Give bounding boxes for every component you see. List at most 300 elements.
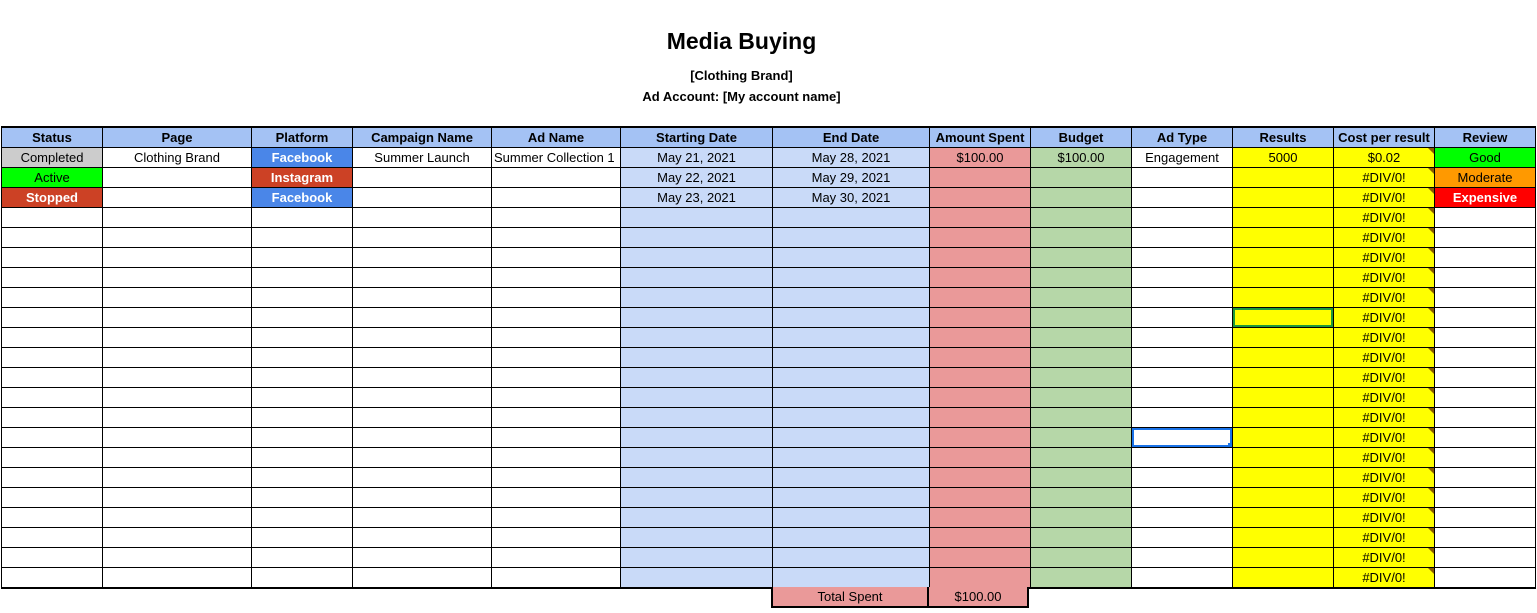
results-cell[interactable] [1233,208,1334,228]
end-date-cell[interactable] [773,448,930,468]
cost-per-result-cell[interactable]: #DIV/0! [1334,308,1435,328]
end-date-cell[interactable] [773,388,930,408]
status-cell[interactable] [2,488,103,508]
amount-spent-cell[interactable] [930,168,1031,188]
ad-name-cell[interactable] [492,188,621,208]
page-cell[interactable] [103,308,252,328]
cost-per-result-cell[interactable]: #DIV/0! [1334,488,1435,508]
total-spent-label[interactable]: Total Spent [771,587,929,608]
results-cell[interactable] [1233,468,1334,488]
budget-cell[interactable] [1031,488,1132,508]
results-cell[interactable] [1233,328,1334,348]
cost-per-result-cell[interactable]: #DIV/0! [1334,328,1435,348]
header-starting-date[interactable]: Starting Date [621,127,773,148]
ad-name-cell[interactable] [492,328,621,348]
results-cell[interactable] [1233,228,1334,248]
end-date-cell[interactable] [773,308,930,328]
start-date-cell[interactable] [621,388,773,408]
ad-name-cell[interactable] [492,248,621,268]
end-date-cell[interactable] [773,268,930,288]
results-cell[interactable] [1233,528,1334,548]
campaign-cell[interactable] [353,208,492,228]
campaign-cell[interactable] [353,368,492,388]
ad-name-cell[interactable] [492,368,621,388]
results-cell[interactable] [1233,488,1334,508]
budget-cell[interactable] [1031,408,1132,428]
amount-spent-cell[interactable] [930,228,1031,248]
header-amount-spent[interactable]: Amount Spent [930,127,1031,148]
ad-type-cell[interactable] [1132,548,1233,568]
ad-type-cell[interactable] [1132,428,1233,448]
campaign-cell[interactable] [353,188,492,208]
header-ad-type[interactable]: Ad Type [1132,127,1233,148]
results-cell[interactable] [1233,388,1334,408]
review-cell[interactable] [1435,508,1536,528]
review-cell[interactable] [1435,548,1536,568]
cost-per-result-cell[interactable]: #DIV/0! [1334,188,1435,208]
ad-name-cell[interactable] [492,548,621,568]
start-date-cell[interactable] [621,308,773,328]
page-cell[interactable] [103,508,252,528]
cost-per-result-cell[interactable]: #DIV/0! [1334,468,1435,488]
campaign-cell[interactable] [353,548,492,568]
start-date-cell[interactable] [621,328,773,348]
amount-spent-cell[interactable] [930,388,1031,408]
ad-type-cell[interactable] [1132,188,1233,208]
status-cell[interactable] [2,388,103,408]
end-date-cell[interactable] [773,228,930,248]
page-cell[interactable] [103,408,252,428]
page-cell[interactable] [103,348,252,368]
amount-spent-cell[interactable] [930,348,1031,368]
end-date-cell[interactable] [773,348,930,368]
cost-per-result-cell[interactable]: #DIV/0! [1334,228,1435,248]
budget-cell[interactable] [1031,528,1132,548]
cost-per-result-cell[interactable]: #DIV/0! [1334,368,1435,388]
end-date-cell[interactable] [773,568,930,589]
status-cell[interactable]: Stopped [2,188,103,208]
ad-type-cell[interactable] [1132,408,1233,428]
cost-per-result-cell[interactable]: #DIV/0! [1334,268,1435,288]
budget-cell[interactable] [1031,288,1132,308]
ad-name-cell[interactable] [492,288,621,308]
platform-cell[interactable] [252,268,353,288]
ad-type-cell[interactable] [1132,248,1233,268]
platform-cell[interactable] [252,408,353,428]
status-cell[interactable] [2,548,103,568]
page-cell[interactable]: Clothing Brand [103,148,252,168]
review-cell[interactable] [1435,228,1536,248]
budget-cell[interactable] [1031,248,1132,268]
ad-type-cell[interactable] [1132,328,1233,348]
campaign-cell[interactable] [353,448,492,468]
cost-per-result-cell[interactable]: #DIV/0! [1334,288,1435,308]
ad-type-cell[interactable] [1132,488,1233,508]
review-cell[interactable] [1435,488,1536,508]
amount-spent-cell[interactable] [930,188,1031,208]
results-cell[interactable]: 5000 [1233,148,1334,168]
campaign-cell[interactable] [353,248,492,268]
start-date-cell[interactable] [621,408,773,428]
end-date-cell[interactable] [773,508,930,528]
end-date-cell[interactable] [773,528,930,548]
page-cell[interactable] [103,268,252,288]
cost-per-result-cell[interactable]: #DIV/0! [1334,408,1435,428]
campaign-cell[interactable] [353,288,492,308]
amount-spent-cell[interactable]: $100.00 [930,148,1031,168]
status-cell[interactable] [2,248,103,268]
platform-cell[interactable] [252,528,353,548]
header-budget[interactable]: Budget [1031,127,1132,148]
budget-cell[interactable] [1031,308,1132,328]
header-status[interactable]: Status [2,127,103,148]
start-date-cell[interactable] [621,208,773,228]
start-date-cell[interactable] [621,528,773,548]
ad-name-cell[interactable] [492,468,621,488]
review-cell[interactable] [1435,468,1536,488]
review-cell[interactable] [1435,208,1536,228]
amount-spent-cell[interactable] [930,368,1031,388]
budget-cell[interactable] [1031,228,1132,248]
campaign-cell[interactable] [353,328,492,348]
cost-per-result-cell[interactable]: #DIV/0! [1334,428,1435,448]
platform-cell[interactable] [252,288,353,308]
end-date-cell[interactable] [773,408,930,428]
cost-per-result-cell[interactable]: #DIV/0! [1334,548,1435,568]
results-cell[interactable] [1233,248,1334,268]
campaign-cell[interactable] [353,528,492,548]
end-date-cell[interactable] [773,488,930,508]
results-cell[interactable] [1233,168,1334,188]
amount-spent-cell[interactable] [930,248,1031,268]
status-cell[interactable] [2,448,103,468]
amount-spent-cell[interactable] [930,568,1031,589]
cost-per-result-cell[interactable]: #DIV/0! [1334,168,1435,188]
cost-per-result-cell[interactable]: #DIV/0! [1334,348,1435,368]
results-cell[interactable] [1233,188,1334,208]
ad-type-cell[interactable] [1132,468,1233,488]
ad-name-cell[interactable] [492,428,621,448]
header-review[interactable]: Review [1435,127,1536,148]
end-date-cell[interactable] [773,468,930,488]
header-cost-per-result[interactable]: Cost per result [1334,127,1435,148]
amount-spent-cell[interactable] [930,508,1031,528]
cost-per-result-cell[interactable]: #DIV/0! [1334,208,1435,228]
header-end-date[interactable]: End Date [773,127,930,148]
results-cell[interactable] [1233,448,1334,468]
review-cell[interactable] [1435,448,1536,468]
budget-cell[interactable] [1031,328,1132,348]
page-cell[interactable] [103,388,252,408]
start-date-cell[interactable]: May 22, 2021 [621,168,773,188]
platform-cell[interactable] [252,508,353,528]
ad-type-cell[interactable] [1132,448,1233,468]
campaign-cell[interactable] [353,408,492,428]
ad-type-cell[interactable] [1132,268,1233,288]
review-cell[interactable] [1435,348,1536,368]
platform-cell[interactable] [252,348,353,368]
review-cell[interactable]: Expensive [1435,188,1536,208]
review-cell[interactable]: Good [1435,148,1536,168]
budget-cell[interactable] [1031,168,1132,188]
review-cell[interactable]: Moderate [1435,168,1536,188]
campaign-cell[interactable] [353,468,492,488]
page-cell[interactable] [103,188,252,208]
cost-per-result-cell[interactable]: #DIV/0! [1334,248,1435,268]
ad-name-cell[interactable] [492,508,621,528]
platform-cell[interactable] [252,448,353,468]
status-cell[interactable]: Active [2,168,103,188]
start-date-cell[interactable] [621,228,773,248]
amount-spent-cell[interactable] [930,528,1031,548]
campaign-cell[interactable] [353,308,492,328]
end-date-cell[interactable] [773,328,930,348]
amount-spent-cell[interactable] [930,548,1031,568]
status-cell[interactable] [2,368,103,388]
end-date-cell[interactable] [773,368,930,388]
ad-type-cell[interactable] [1132,388,1233,408]
ad-type-cell[interactable] [1132,348,1233,368]
cost-per-result-cell[interactable]: #DIV/0! [1334,508,1435,528]
end-date-cell[interactable]: May 30, 2021 [773,188,930,208]
review-cell[interactable] [1435,308,1536,328]
end-date-cell[interactable]: May 29, 2021 [773,168,930,188]
status-cell[interactable] [2,268,103,288]
end-date-cell[interactable] [773,248,930,268]
ad-name-cell[interactable] [492,528,621,548]
start-date-cell[interactable]: May 23, 2021 [621,188,773,208]
end-date-cell[interactable] [773,208,930,228]
end-date-cell[interactable] [773,288,930,308]
budget-cell[interactable] [1031,368,1132,388]
status-cell[interactable]: Completed [2,148,103,168]
page-cell[interactable] [103,328,252,348]
campaign-cell[interactable] [353,488,492,508]
campaign-cell[interactable] [353,568,492,589]
ad-name-cell[interactable] [492,448,621,468]
start-date-cell[interactable] [621,488,773,508]
review-cell[interactable] [1435,408,1536,428]
platform-cell[interactable] [252,428,353,448]
status-cell[interactable] [2,208,103,228]
review-cell[interactable] [1435,328,1536,348]
ad-type-cell[interactable] [1132,168,1233,188]
status-cell[interactable] [2,308,103,328]
platform-cell[interactable] [252,488,353,508]
results-cell[interactable] [1233,428,1334,448]
review-cell[interactable] [1435,368,1536,388]
budget-cell[interactable] [1031,508,1132,528]
ad-type-cell[interactable] [1132,368,1233,388]
end-date-cell[interactable]: May 28, 2021 [773,148,930,168]
budget-cell[interactable]: $100.00 [1031,148,1132,168]
platform-cell[interactable] [252,468,353,488]
review-cell[interactable] [1435,388,1536,408]
budget-cell[interactable] [1031,468,1132,488]
page-cell[interactable] [103,448,252,468]
review-cell[interactable] [1435,568,1536,589]
platform-cell[interactable] [252,248,353,268]
status-cell[interactable] [2,508,103,528]
page-cell[interactable] [103,528,252,548]
amount-spent-cell[interactable] [930,448,1031,468]
page-cell[interactable] [103,168,252,188]
start-date-cell[interactable] [621,348,773,368]
ad-name-cell[interactable] [492,268,621,288]
budget-cell[interactable] [1031,548,1132,568]
amount-spent-cell[interactable] [930,268,1031,288]
platform-cell[interactable] [252,328,353,348]
start-date-cell[interactable] [621,368,773,388]
campaign-cell[interactable] [353,228,492,248]
cost-per-result-cell[interactable]: #DIV/0! [1334,388,1435,408]
ad-type-cell[interactable] [1132,568,1233,589]
start-date-cell[interactable]: May 21, 2021 [621,148,773,168]
start-date-cell[interactable] [621,248,773,268]
campaign-cell[interactable] [353,168,492,188]
review-cell[interactable] [1435,248,1536,268]
status-cell[interactable] [2,228,103,248]
results-cell[interactable] [1233,288,1334,308]
status-cell[interactable] [2,348,103,368]
status-cell[interactable] [2,468,103,488]
ad-name-cell[interactable] [492,228,621,248]
review-cell[interactable] [1435,428,1536,448]
ad-name-cell[interactable] [492,388,621,408]
budget-cell[interactable] [1031,188,1132,208]
start-date-cell[interactable] [621,568,773,589]
page-cell[interactable] [103,488,252,508]
campaign-cell[interactable]: Summer Launch [353,148,492,168]
start-date-cell[interactable] [621,508,773,528]
cost-per-result-cell[interactable]: #DIV/0! [1334,528,1435,548]
platform-cell[interactable]: Instagram [252,168,353,188]
amount-spent-cell[interactable] [930,408,1031,428]
campaign-cell[interactable] [353,268,492,288]
end-date-cell[interactable] [773,428,930,448]
ad-type-cell[interactable] [1132,288,1233,308]
start-date-cell[interactable] [621,428,773,448]
ad-type-cell[interactable] [1132,228,1233,248]
ad-type-cell[interactable] [1132,208,1233,228]
budget-cell[interactable] [1031,568,1132,589]
page-cell[interactable] [103,208,252,228]
campaign-cell[interactable] [353,428,492,448]
campaign-cell[interactable] [353,508,492,528]
review-cell[interactable] [1435,268,1536,288]
ad-name-cell[interactable] [492,208,621,228]
platform-cell[interactable]: Facebook [252,188,353,208]
ad-name-cell[interactable] [492,568,621,589]
start-date-cell[interactable] [621,268,773,288]
start-date-cell[interactable] [621,448,773,468]
results-cell[interactable] [1233,368,1334,388]
page-cell[interactable] [103,548,252,568]
header-results[interactable]: Results [1233,127,1334,148]
status-cell[interactable] [2,328,103,348]
amount-spent-cell[interactable] [930,468,1031,488]
platform-cell[interactable]: Facebook [252,148,353,168]
amount-spent-cell[interactable] [930,328,1031,348]
review-cell[interactable] [1435,528,1536,548]
ad-name-cell[interactable]: Summer Collection 1 [492,148,621,168]
platform-cell[interactable] [252,228,353,248]
results-cell[interactable] [1233,348,1334,368]
header-campaign-name[interactable]: Campaign Name [353,127,492,148]
platform-cell[interactable] [252,548,353,568]
page-cell[interactable] [103,428,252,448]
budget-cell[interactable] [1031,388,1132,408]
ad-type-cell[interactable] [1132,508,1233,528]
ad-name-cell[interactable] [492,348,621,368]
amount-spent-cell[interactable] [930,308,1031,328]
header-page[interactable]: Page [103,127,252,148]
start-date-cell[interactable] [621,548,773,568]
amount-spent-cell[interactable] [930,428,1031,448]
page-cell[interactable] [103,288,252,308]
results-cell[interactable] [1233,508,1334,528]
budget-cell[interactable] [1031,268,1132,288]
page-cell[interactable] [103,228,252,248]
results-cell[interactable] [1233,408,1334,428]
ad-type-cell[interactable]: Engagement [1132,148,1233,168]
status-cell[interactable] [2,428,103,448]
start-date-cell[interactable] [621,468,773,488]
status-cell[interactable] [2,408,103,428]
ad-name-cell[interactable] [492,408,621,428]
platform-cell[interactable] [252,388,353,408]
ad-name-cell[interactable] [492,168,621,188]
platform-cell[interactable] [252,308,353,328]
budget-cell[interactable] [1031,428,1132,448]
ad-type-cell[interactable] [1132,308,1233,328]
results-cell[interactable] [1233,308,1334,328]
status-cell[interactable] [2,288,103,308]
page-cell[interactable] [103,368,252,388]
budget-cell[interactable] [1031,448,1132,468]
start-date-cell[interactable] [621,288,773,308]
ad-name-cell[interactable] [492,488,621,508]
cost-per-result-cell[interactable]: #DIV/0! [1334,448,1435,468]
results-cell[interactable] [1233,548,1334,568]
header-ad-name[interactable]: Ad Name [492,127,621,148]
results-cell[interactable] [1233,568,1334,589]
amount-spent-cell[interactable] [930,488,1031,508]
cost-per-result-cell[interactable]: $0.02 [1334,148,1435,168]
campaign-cell[interactable] [353,388,492,408]
amount-spent-cell[interactable] [930,288,1031,308]
page-cell[interactable] [103,248,252,268]
status-cell[interactable] [2,528,103,548]
review-cell[interactable] [1435,288,1536,308]
end-date-cell[interactable] [773,548,930,568]
ad-type-cell[interactable] [1132,528,1233,548]
platform-cell[interactable] [252,568,353,589]
platform-cell[interactable] [252,368,353,388]
results-cell[interactable] [1233,268,1334,288]
campaign-cell[interactable] [353,348,492,368]
status-cell[interactable] [2,568,103,589]
page-cell[interactable] [103,468,252,488]
page-cell[interactable] [103,568,252,589]
ad-name-cell[interactable] [492,308,621,328]
total-spent-value[interactable]: $100.00 [929,587,1029,608]
budget-cell[interactable] [1031,208,1132,228]
header-platform[interactable]: Platform [252,127,353,148]
cost-per-result-cell[interactable]: #DIV/0! [1334,568,1435,589]
platform-cell[interactable] [252,208,353,228]
budget-cell[interactable] [1031,348,1132,368]
